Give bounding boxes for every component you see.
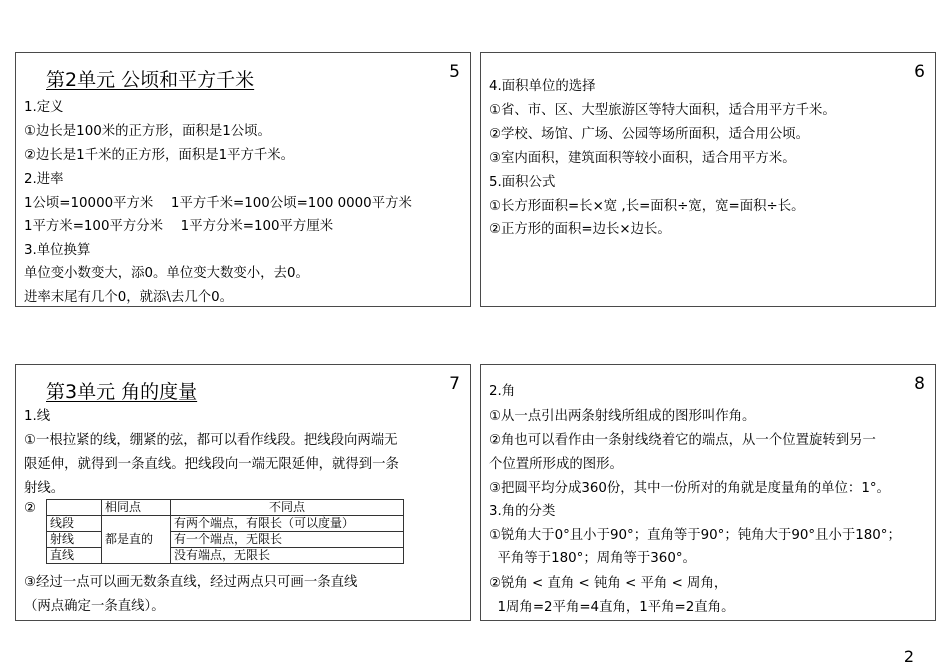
table-header: 相同点 bbox=[102, 500, 171, 516]
text-line: 1平方米=100平方分米 1平方分米=100平方厘米 bbox=[24, 219, 334, 234]
table-row bbox=[47, 548, 404, 564]
text-line: 3.角的分类 bbox=[489, 504, 556, 519]
text-line: 4.面积单位的选择 bbox=[489, 79, 596, 94]
text-line: 2.进率 bbox=[24, 172, 64, 187]
text-line: ③经过一点可以画无数条直线，经过两点只可画一条直线 bbox=[24, 575, 358, 590]
text-line: ③把圆平均分成360份，其中一份所对的角就是度量角的单位：1°。 bbox=[489, 481, 890, 496]
text-line: ②边长是1千米的正方形，面积是1平方千米。 bbox=[24, 148, 295, 163]
slide-8 bbox=[480, 364, 936, 621]
item-marker: ② bbox=[24, 501, 37, 516]
text-line: ②锐角 < 直角 < 钝角 < 平角 < 周角， bbox=[489, 576, 728, 591]
line-comparison-table bbox=[46, 499, 404, 564]
text-line: ②角也可以看作由一条射线绕着它的端点，从一个位置旋转到另一 bbox=[489, 433, 876, 448]
text-line: ①从一点引出两条射线所组成的图形叫作角。 bbox=[489, 409, 756, 424]
text-line: 3.单位换算 bbox=[24, 243, 91, 258]
text-line: 1公顷=10000平方米 1平方千米=100公顷=100 0000平方米 bbox=[24, 196, 412, 211]
text-line: 平角等于180°；周角等于360°。 bbox=[489, 551, 696, 566]
slide-title: 第3单元 角的度量 bbox=[46, 381, 198, 403]
table-cell: 有两个端点，有限长（可以度量） bbox=[171, 516, 404, 532]
slide-page-number: 8 bbox=[914, 374, 925, 394]
slide-page-number: 5 bbox=[449, 62, 460, 82]
table-row bbox=[47, 516, 404, 532]
table-cell: 直线 bbox=[47, 548, 102, 564]
table-cell: 都是直的 bbox=[102, 516, 171, 564]
text-line: 单位变小数变大，添0。单位变大数变小，去0。 bbox=[24, 266, 309, 281]
slide-7 bbox=[15, 364, 471, 621]
slide-page-number: 7 bbox=[449, 374, 460, 394]
text-line: 1.线 bbox=[24, 409, 51, 424]
text-line: ①锐角大于0°且小于90°；直角等于90°；钝角大于90°且小于180°； bbox=[489, 528, 901, 543]
table-row bbox=[47, 532, 404, 548]
text-line: ②正方形的面积=边长×边长。 bbox=[489, 222, 671, 237]
text-line: ①省、市、区、大型旅游区等特大面积，适合用平方千米。 bbox=[489, 103, 836, 118]
document-page-number: 2 bbox=[903, 647, 914, 666]
text-line: 限延伸，就得到一条直线。把线段向一端无限延伸，就得到一条 bbox=[24, 457, 399, 472]
text-line: 射线。 bbox=[24, 481, 65, 496]
text-line: ①边长是100米的正方形，面积是1公顷。 bbox=[24, 124, 271, 139]
text-line: 2.角 bbox=[489, 384, 516, 399]
text-line: ③室内面积，建筑面积等较小面积，适合用平方米。 bbox=[489, 151, 796, 166]
table-cell: 线段 bbox=[47, 516, 102, 532]
table-cell: 有一个端点，无限长 bbox=[171, 532, 404, 548]
text-line: ①一根拉紧的线，绷紧的弦，都可以看作线段。把线段向两端无 bbox=[24, 433, 398, 448]
table-row bbox=[47, 500, 404, 516]
slide-5 bbox=[15, 52, 471, 307]
text-line: 1周角=2平角=4直角，1平角=2直角。 bbox=[489, 600, 735, 615]
text-line: ①长方形面积=长×宽 ,长=面积÷宽，宽=面积÷长。 bbox=[489, 199, 805, 214]
text-line: ②学校、场馆、广场、公园等场所面积，适合用公顷。 bbox=[489, 127, 809, 142]
table-cell: 射线 bbox=[47, 532, 102, 548]
table-cell: 没有端点，无限长 bbox=[171, 548, 404, 564]
slide-page-number: 6 bbox=[914, 62, 925, 82]
slide-6 bbox=[480, 52, 936, 307]
text-line: 1.定义 bbox=[24, 100, 64, 115]
text-line: 进率末尾有几个0，就添\去几个0。 bbox=[24, 290, 234, 305]
text-line: 5.面积公式 bbox=[489, 175, 556, 190]
text-line: （两点确定一条直线）。 bbox=[24, 599, 165, 614]
slide-title: 第2单元 公顷和平方千米 bbox=[46, 69, 255, 91]
table-header: 不同点 bbox=[171, 500, 404, 516]
text-line: 个位置所形成的图形。 bbox=[489, 457, 623, 472]
